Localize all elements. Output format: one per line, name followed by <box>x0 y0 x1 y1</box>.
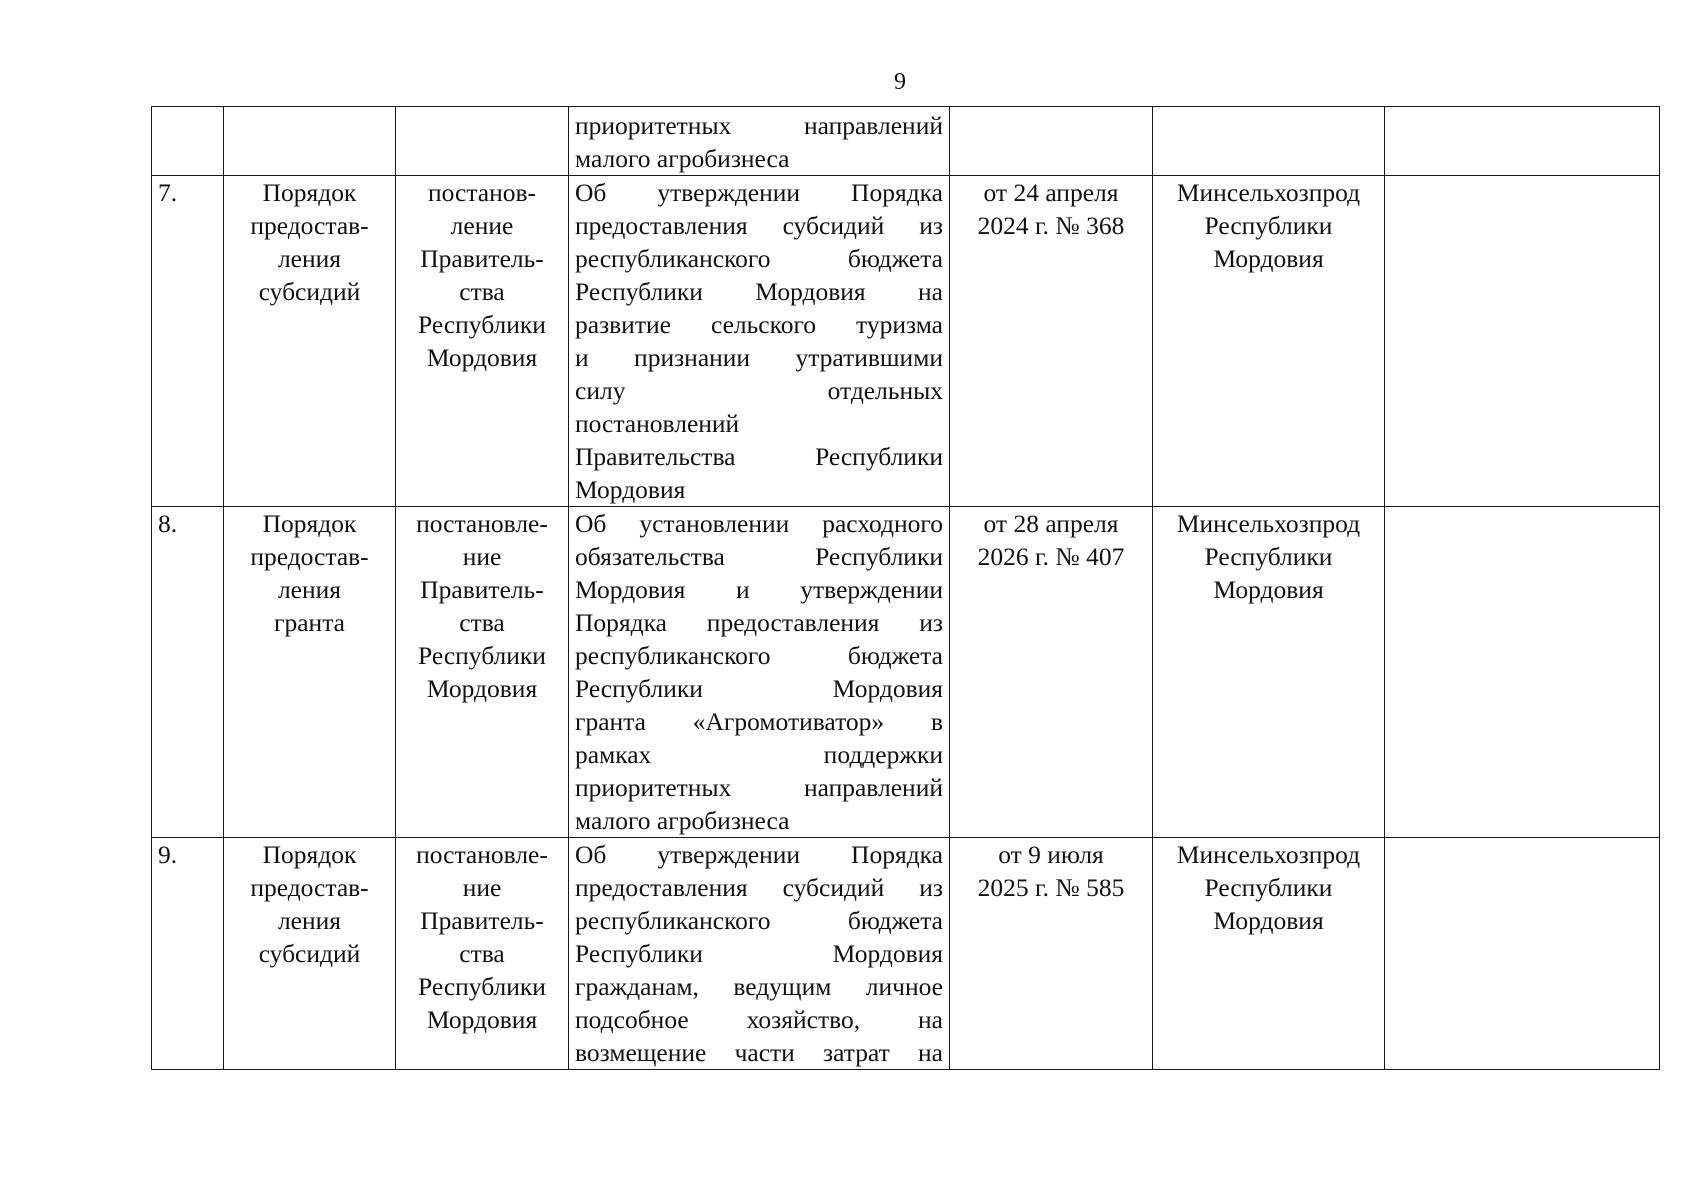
cell-org <box>1153 107 1385 176</box>
title-line: приоритетных направлений <box>575 111 943 140</box>
cell-org: Минсельхозпрод Республики Мордовия <box>1153 838 1385 1070</box>
cell-date <box>950 107 1153 176</box>
cell-type: постановле- ние Правитель- ства Республики Мордовия <box>396 838 569 1070</box>
title-line: малого агробизнеса <box>575 144 790 173</box>
cell-num <box>152 107 224 176</box>
cell-num: 8. <box>152 507 224 838</box>
table-row <box>152 838 1660 1070</box>
cell-type <box>396 107 569 176</box>
cell-extra <box>1385 507 1660 838</box>
cell-num: 9. <box>152 838 224 1070</box>
cell-title: Об утверждении Порядка предоставления субсидий из республиканского бюджета Республики Мордовия на развитие сельского туризма и признании утратившими силу отдельных постановлений Правительства Республики Мордовия <box>569 176 950 507</box>
cell-extra <box>1385 838 1660 1070</box>
regulations-table <box>151 106 1660 1070</box>
cell-num: 7. <box>152 176 224 507</box>
cell-name: Порядок предостав- ления субсидий <box>224 838 396 1070</box>
cell-date: от 9 июля 2025 г. № 585 <box>950 838 1153 1070</box>
cell-type: постановле- ние Правитель- ства Республики Мордовия <box>396 507 569 838</box>
cell-extra <box>1385 176 1660 507</box>
cell-org: Минсельхозпрод Республики Мордовия <box>1153 507 1385 838</box>
cell-date: от 24 апреля 2024 г. № 368 <box>950 176 1153 507</box>
page-number: 9 <box>894 69 906 95</box>
cell-title: Об установлении расходного обязательства Республики Мордовия и утверждении Порядка предоставления из республиканского бюджета Республики Мордовия гранта «Агромотиватор» в рамках поддержки приоритетных направлений малого агробизнеса <box>569 507 950 838</box>
table-row-continuation <box>152 107 1660 176</box>
table-row <box>152 176 1660 507</box>
cell-name: Порядок предостав- ления гранта <box>224 507 396 838</box>
cell-title: Об утверждении Порядка предоставления субсидий из республиканского бюджета Республики Мордовия гражданам, ведущим личное подсобное хозяйство, на возмещение части затрат на <box>569 838 950 1070</box>
table-row <box>152 507 1660 838</box>
cell-name: Порядок предостав- ления субсидий <box>224 176 396 507</box>
cell-org: Минсельхозпрод Республики Мордовия <box>1153 176 1385 507</box>
cell-date: от 28 апреля 2026 г. № 407 <box>950 507 1153 838</box>
cell-title <box>569 107 950 176</box>
cell-type: постанов- ление Правитель- ства Республики Мордовия <box>396 176 569 507</box>
cell-extra <box>1385 107 1660 176</box>
cell-name <box>224 107 396 176</box>
